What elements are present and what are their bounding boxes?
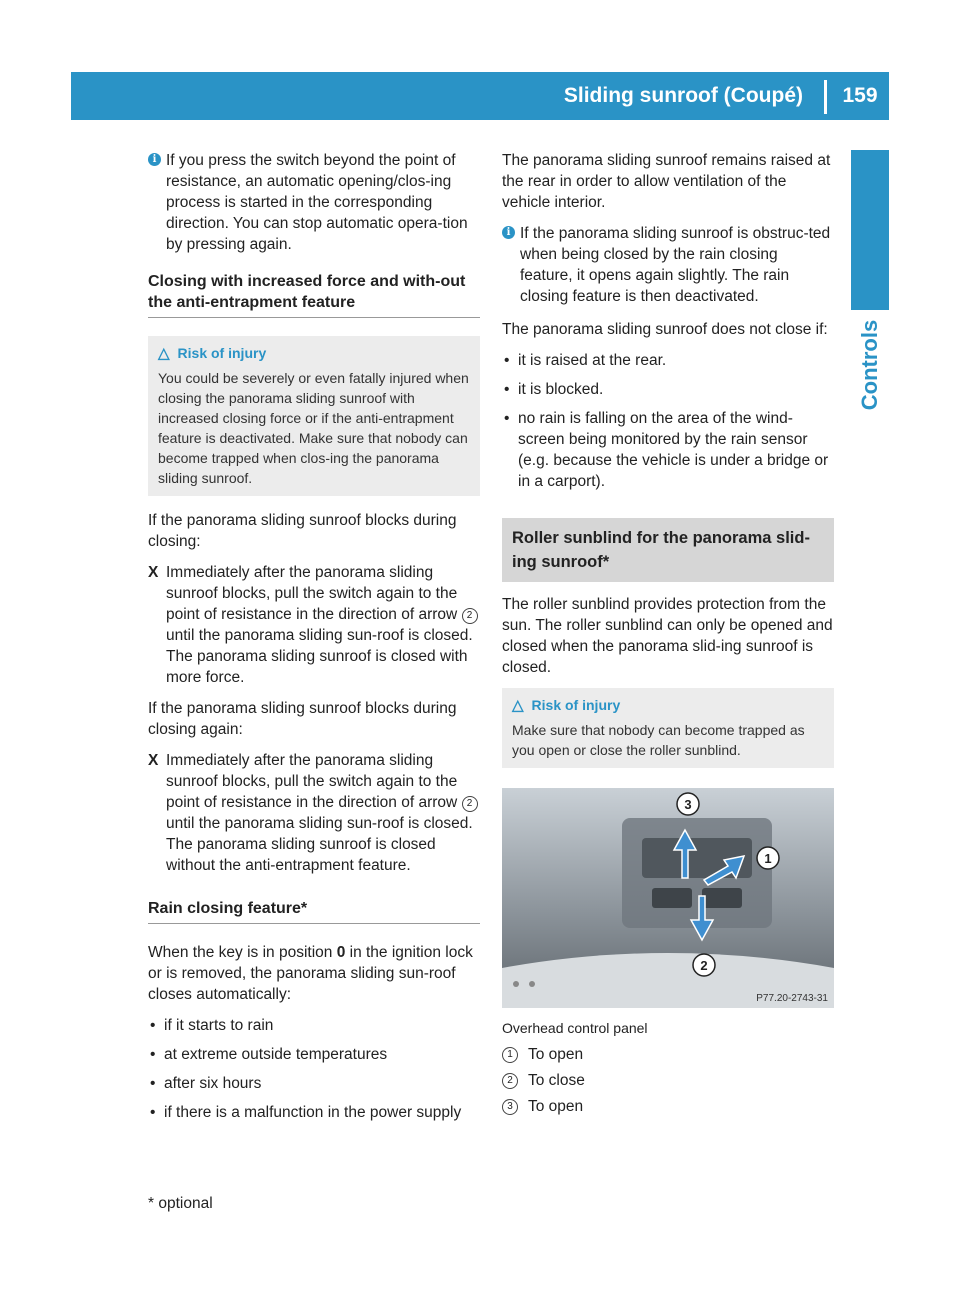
header-bar [71,72,889,120]
section-heading: Closing with increased force and with-out the anti-entrapment feature [148,271,480,318]
info-icon: i [148,153,161,166]
paragraph-text: When the key is in position [148,944,333,961]
warning-box [148,336,480,496]
warning-box [502,688,834,768]
chapter-label-text: Controls [857,319,882,411]
svg-text:3: 3 [684,797,692,812]
warning-title [158,344,470,362]
list-item [148,1044,480,1065]
chapter-tab [851,150,889,310]
list-item [148,1102,480,1123]
page-number: 159 [842,84,878,107]
step-marker-icon: X [148,564,159,581]
step-text: until the panorama sliding sun-roof is closed. [166,815,473,832]
warning-title [512,696,824,714]
step-result: The panorama sliding sunroof is closed without the anti-entrapment feature. [166,836,436,874]
legend-item [502,1042,834,1068]
overhead-panel-photo [502,788,834,1008]
paragraph [148,942,480,1005]
step-marker-icon: X [148,752,159,769]
footnote: * optional [148,1195,213,1212]
key-position: 0 [336,944,346,961]
list-item-text: at extreme outside temperatures [164,1046,388,1063]
info-text: If you press the switch beyond the point of resistance, an automatic opening/clos-ing process is started in the corresponding direction. You can stop automatic opera-tion by pressing again. [166,152,468,253]
warning-body: You could be severely or even fatally injured when closing the panorama sliding sunroof with increased closing force or if the anti-entrapment feature is deactivated. Make sure that nobody can become trapped when clos-ing the panorama sliding sunroof. [158,370,469,486]
bullet-icon: • [150,1075,156,1092]
list-item-text: it is blocked. [518,381,604,398]
header-divider [824,80,827,114]
bullet-icon: • [504,352,510,369]
bullet-icon: • [504,410,510,427]
list-item [502,408,834,492]
legend-text: To open [528,1098,584,1115]
section-heading-box [502,518,834,582]
warning-body: Make sure that nobody can become trapped as you open or close the roller sunblind. [512,722,805,758]
step-text: Immediately after the panorama sliding sunroof blocks, pull the switch again to the point of resistance in the direction of arrow [166,752,458,811]
chapter-label [852,320,888,410]
overhead-panel-illustration [502,788,834,1008]
callout-2 [693,954,715,976]
bullet-icon: • [504,381,510,398]
paragraph: The panorama sliding sunroof does not close if: [502,321,828,338]
bullet-icon: • [150,1104,156,1121]
info-icon: i [502,226,515,239]
paragraph: The roller sunblind provides protection from the sun. The roller sunblind can only be opened and closed when the panorama slid-ing sunroof is closed. [502,596,833,676]
step-text: Immediately after the panorama sliding sunroof blocks, pull the switch again to the point of resistance in the direction of arrow [166,564,458,623]
bullet-icon: • [150,1017,156,1034]
right-column [502,150,834,1120]
info-text: If the panorama sliding sunroof is obstruc-ted when being closed by the rain closing feature, it opens again slightly. The rain closing feature is then deactivated. [520,225,831,305]
callout-number: 1 [502,1047,518,1063]
info-note [502,223,834,307]
paragraph: The panorama sliding sunroof remains raised at the rear in order to allow ventilation of the vehicle interior. [502,152,831,211]
left-column [148,150,480,1131]
list-item-text: it is raised at the rear. [518,352,667,369]
list-item [148,1015,480,1036]
instruction-step [148,750,480,876]
list-item-text: no rain is falling on the area of the wind-screen being monitored by the rain sensor (e.g. because the vehicle is under a bridge or in a carport). [518,410,829,490]
list-item [502,350,834,371]
callout-3 [677,793,699,815]
info-note [148,150,480,255]
list-item [502,379,834,400]
page-title: Sliding sunroof (Coupé) [563,84,803,107]
instruction-step [148,562,480,688]
callout-number: 2 [462,608,478,624]
paragraph: If the panorama sliding sunroof blocks during closing: [148,512,457,550]
legend-text: To close [528,1072,585,1089]
callout-number: 2 [462,796,478,812]
warning-triangle-icon: △ [512,697,524,714]
section-heading: Rain closing feature* [148,898,480,924]
warning-triangle-icon: △ [158,345,170,362]
list-item-text: if it starts to rain [164,1017,274,1034]
legend-text: To open [528,1046,584,1063]
svg-text:2: 2 [700,958,708,973]
callout-number: 2 [502,1073,518,1089]
callout-number: 3 [502,1099,518,1115]
list-item [148,1073,480,1094]
paragraph: If the panorama sliding sunroof blocks during closing again: [148,700,457,738]
step-text: until the panorama sliding sun-roof is closed. [166,627,473,644]
legend-item [502,1094,834,1120]
figure-caption: Overhead control panel [502,1020,648,1036]
warning-title-text: Risk of injury [531,697,621,713]
list-item-text: after six hours [164,1075,262,1092]
warning-title-text: Risk of injury [177,345,267,361]
legend-item [502,1068,834,1094]
step-result: The panorama sliding sunroof is closed with more force. [166,648,468,686]
list-item-text: if there is a malfunction in the power supply [164,1104,462,1121]
svg-text:1: 1 [764,851,772,866]
callout-1 [757,847,779,869]
section-heading: Roller sunblind for the panorama slid-ing sunroof* [512,529,810,571]
figure-code: P77.20-2743-31 [756,993,828,1004]
bullet-icon: • [150,1046,156,1063]
paragraph-text: in the ignition lock or is removed, the panorama sliding sun-roof closes automatically: [148,944,473,1003]
